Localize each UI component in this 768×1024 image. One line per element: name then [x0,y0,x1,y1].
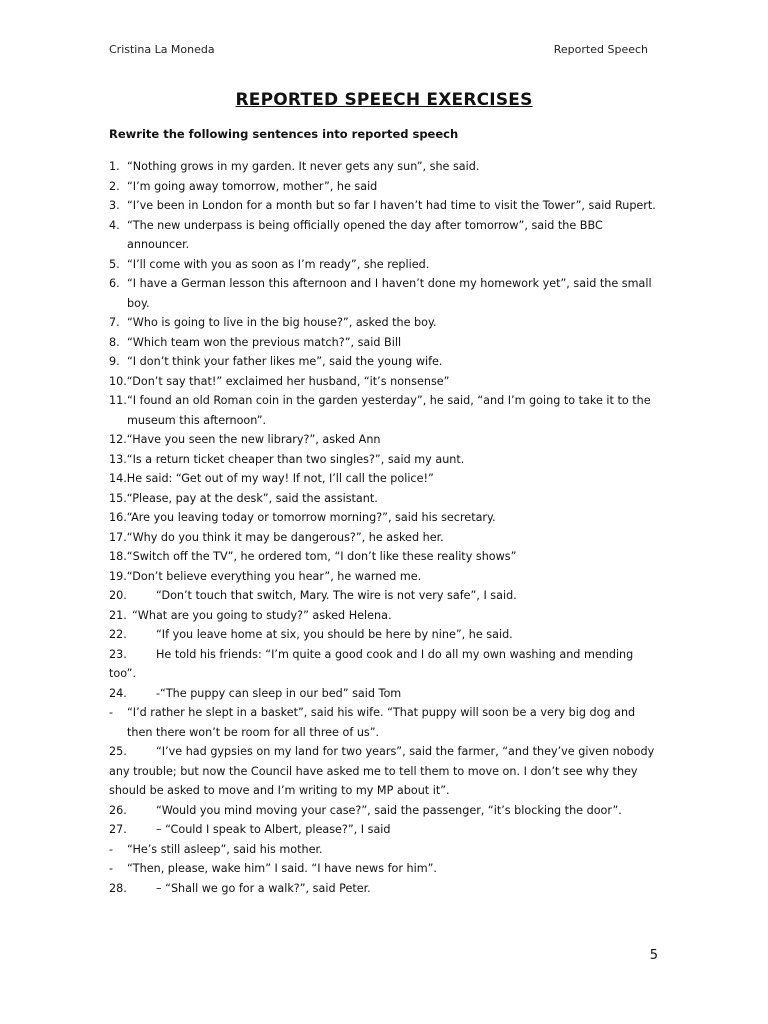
list-item [109,508,659,528]
item-text: “The new underpass is being officially opened the day after tomorrow”, said the BBC announcer. [127,218,607,251]
page-title: REPORTED SPEECH EXERCISES [235,90,533,110]
item-text: He said: “Get out of my way! If not, I’ll call the police!” [126,472,434,485]
list-item [109,801,659,821]
item-number: - [109,842,114,856]
item-number: 11. [109,394,127,407]
item-text: -“The puppy can sleep in our bed” said Tom [156,686,402,700]
item-number: 3. [109,199,120,212]
item-text: “I found an old Roman coin in the garden yesterday”, he said, “and I’m going to take it to the museum this afternoon”. [127,394,655,427]
list-item [109,820,659,840]
header-author: Cristina La Moneda [109,43,215,56]
item-text: “Switch off the TV”, he ordered tom, “I don’t like these reality shows” [126,550,517,563]
item-number: 22. [109,628,127,641]
item-number: 18. [109,550,127,563]
item-number: 17. [109,530,127,544]
list-item [109,703,659,742]
list-item [109,352,659,372]
item-number: 16. [109,511,127,524]
item-number: 24. [109,686,127,700]
item-text: “He’s still asleep”, said his mother. [127,842,323,856]
item-text: “I’ve been in London for a month but so far I haven’t had time to visit the Tower”, said Rupert. [127,199,656,212]
item-text: “Have you seen the new library?”, asked Ann [126,433,381,446]
list-item [109,645,659,684]
item-text: “Then, please, wake him” I said. “I have news for him”. [127,862,437,875]
item-text: “I’m going away tomorrow, mother”, he said [127,179,378,193]
item-text: – “Could I speak to Albert, please?”, I said [156,823,391,836]
list-item [109,528,659,548]
item-number: 7. [109,316,120,329]
item-number: 21. [109,608,127,622]
item-text: He told his friends: “I’m quite a good cook and I do all my own washing and mending too”. [109,647,637,680]
list-item [109,313,659,333]
item-text: “I’ve had gypsies on my land for two years”, said the farmer, “and they’ve given nobody any trouble; but now the Council have asked me to tell them to move on. I don’t see why they should be asked to move and I’m writing to my MP about it”. [109,745,658,797]
item-number: 28. [109,881,127,895]
list-item [109,567,659,587]
list-item [109,547,659,567]
item-number: 26. [109,803,127,817]
item-text: “What are you going to study?” asked Helena. [132,608,392,622]
list-item [109,606,659,626]
item-number: 15. [109,491,127,505]
instruction-text: Rewrite the following sentences into reported speech [109,127,459,141]
list-item [109,333,659,353]
item-number: 27. [109,823,127,836]
list-item [109,391,659,430]
list-item [109,274,659,313]
item-text: “If you leave home at six, you should be here by nine”, he said. [156,628,513,641]
item-text: “Nothing grows in my garden. It never gets any sun”, she said. [127,160,480,173]
item-text: “Who is going to live in the big house?”, asked the boy. [127,316,437,329]
list-item [109,840,659,860]
item-text: – “Shall we go for a walk?”, said Peter. [156,881,371,895]
list-item [109,489,659,509]
item-text: “Why do you think it may be dangerous?”, he asked her. [126,530,444,544]
item-number: 2. [109,179,120,193]
item-text: “Which team won the previous match?”, said Bill [127,335,402,349]
item-number: 13. [109,452,127,466]
list-item [109,625,659,645]
item-text: “Please, pay at the desk”, said the assistant. [126,491,378,505]
list-item [109,157,659,177]
list-item [109,469,659,489]
item-text: “I don’t think your father likes me”, said the young wife. [127,355,443,368]
item-text: “Don’t believe everything you hear”, he warned me. [126,569,422,583]
list-item [109,255,659,275]
list-item [109,372,659,392]
item-number: 6. [109,277,120,290]
list-item [109,742,659,801]
header-subject: Reported Speech [553,43,648,56]
list-item [109,684,659,704]
item-number: 19. [109,569,127,583]
item-text: “Would you mind moving your case?”, said the passenger, “it’s blocking the door”. [156,803,622,817]
exercise-list [109,157,659,898]
item-number: 1. [109,160,120,173]
item-number: 20. [109,589,127,602]
item-text: “Is a return ticket cheaper than two singles?”, said my aunt. [126,452,465,466]
list-item [109,177,659,197]
item-number: - [109,862,114,875]
page-number: 5 [649,948,658,963]
item-number: 5. [109,257,120,271]
item-number: 23. [109,647,127,661]
item-number: 12. [109,433,127,446]
list-item [109,879,659,899]
list-item [109,586,659,606]
list-item [109,859,659,879]
list-item [109,216,659,255]
item-number: 10. [109,374,127,388]
item-text: “I’d rather he slept in a basket”, said his wife. “That puppy will soon be a very big dog and then there won’t be room for all three of us”. [127,706,639,739]
item-number: 8. [109,335,120,349]
item-text: “I’ll come with you as soon as I’m ready”, she replied. [127,257,430,271]
item-number: - [109,706,114,719]
list-item [109,430,659,450]
item-number: 14. [109,472,127,485]
item-number: 4. [109,218,120,232]
item-number: 9. [109,355,120,368]
item-text: “I have a German lesson this afternoon and I haven’t done my homework yet”, said the small boy. [127,277,656,310]
item-text: “Are you leaving today or tomorrow morning?”, said his secretary. [126,511,496,524]
list-item [109,196,659,216]
item-number: 25. [109,745,127,758]
item-text: “Don’t touch that switch, Mary. The wire is not very safe”, I said. [156,589,517,602]
item-text: “Don’t say that!” exclaimed her husband, “it’s nonsense” [126,374,450,388]
list-item [109,450,659,470]
